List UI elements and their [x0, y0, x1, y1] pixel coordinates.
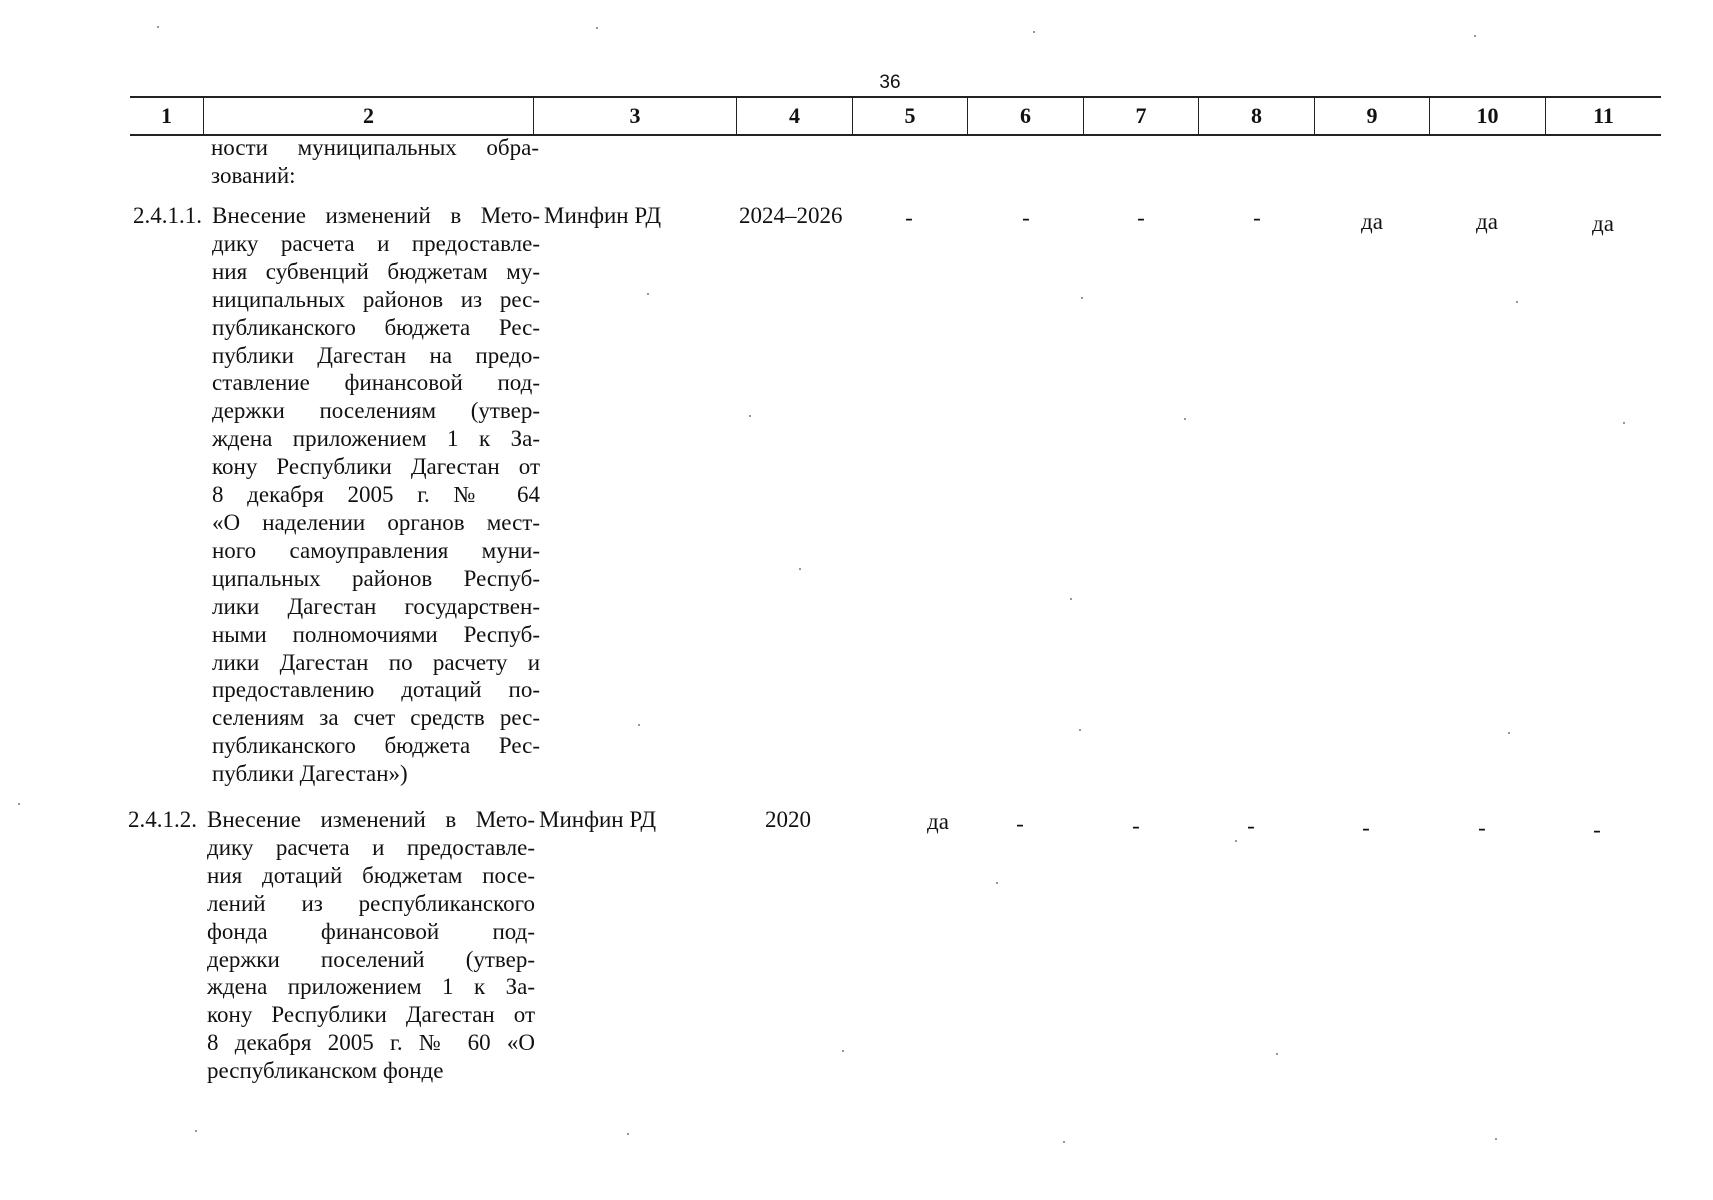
description-line: ждена приложением 1 к За- — [212, 426, 540, 452]
description-line: публиканского бюджета Рес- — [212, 733, 540, 759]
row-executor: Минфин РД — [544, 203, 662, 228]
scan-speck — [1184, 418, 1186, 420]
page-number: 36 — [879, 72, 901, 93]
description-line: ниципальных районов из рес- — [212, 286, 540, 312]
continuation-line: ности муниципальных обра- — [211, 135, 539, 160]
row-value-col8: - — [1253, 205, 1261, 230]
scan-speck — [195, 1130, 197, 1132]
row-value-col5: - — [905, 205, 913, 230]
row-description — [207, 806, 535, 1085]
description-line: ния дотаций бюджетам посе- — [207, 862, 535, 888]
header-cell-8: 8 — [1198, 98, 1314, 134]
row-executor: Минфин РД — [539, 807, 657, 832]
row-value-col11: да — [1592, 211, 1614, 236]
table-header-row — [130, 96, 1661, 136]
scan-speck — [647, 293, 649, 295]
header-cell-5: 5 — [852, 98, 967, 134]
row-value-col8: - — [1247, 813, 1255, 838]
row-value-col5: да — [927, 809, 949, 834]
description-line: селениям за счет средств рес- — [212, 705, 540, 731]
description-line: дику расчета и предоставле- — [207, 834, 535, 860]
scan-speck — [1495, 1138, 1497, 1140]
scan-speck — [1070, 598, 1072, 600]
row-value-col10: - — [1478, 815, 1486, 840]
row-description — [212, 202, 540, 788]
row-value-col7: - — [1137, 205, 1145, 230]
description-line: Внесение изменений в Мето- — [207, 807, 535, 832]
row-value-col6: - — [1022, 205, 1030, 230]
scan-speck — [1081, 297, 1083, 299]
description-line: ния субвенций бюджетам му- — [212, 258, 540, 284]
header-cell-6: 6 — [967, 98, 1083, 134]
description-line: фонда финансовой под- — [207, 918, 535, 944]
description-line: ного самоуправления муни- — [212, 537, 540, 563]
scan-speck — [1235, 840, 1237, 842]
description-line: держки поселений (утвер- — [207, 946, 535, 972]
row-value-col9: - — [1362, 815, 1370, 840]
row-value-col11: - — [1593, 817, 1601, 842]
header-cell-11: 11 — [1545, 98, 1661, 134]
description-line: 8 декабря 2005 г. № 60 «О — [207, 1030, 535, 1056]
row-value-col7: - — [1132, 813, 1140, 838]
row-period: 2020 — [765, 807, 811, 832]
description-line: лики Дагестан государствен- — [212, 593, 540, 619]
description-line: «О наделении органов мест- — [212, 509, 540, 535]
scan-speck — [596, 27, 598, 29]
row-number: 2.4.1.1. — [133, 203, 202, 228]
scan-speck — [1516, 301, 1518, 303]
row-number: 2.4.1.2. — [128, 807, 197, 832]
description-line: публики Дагестан на предо- — [212, 342, 540, 368]
header-cell-2: 2 — [203, 98, 533, 134]
scan-speck — [799, 568, 801, 570]
description-line: 8 декабря 2005 г. № 64 — [212, 482, 540, 508]
header-cell-1: 1 — [161, 103, 172, 128]
header-cell-10: 10 — [1429, 98, 1545, 134]
scan-speck — [1474, 35, 1476, 37]
description-line: публики Дагестан») — [212, 761, 408, 787]
scan-speck — [1508, 732, 1510, 734]
continuation-text — [211, 134, 539, 190]
scan-speck — [1063, 1141, 1065, 1143]
description-line: ными полномочиями Респуб- — [212, 621, 540, 647]
scan-speck — [627, 1133, 629, 1135]
header-cell-3: 3 — [533, 98, 736, 134]
description-line: дику расчета и предоставле- — [212, 230, 540, 256]
scan-speck — [1623, 422, 1625, 424]
scan-speck — [1079, 729, 1081, 731]
header-cell-4: 4 — [736, 98, 852, 134]
scan-speck — [1276, 1053, 1278, 1055]
scan-speck — [749, 415, 751, 417]
description-line: публиканского бюджета Рес- — [212, 314, 540, 340]
scan-speck — [157, 26, 159, 28]
scan-speck — [996, 882, 998, 884]
description-line: ждена приложением 1 к За- — [207, 974, 535, 1000]
description-line: лений из республиканского — [207, 890, 535, 916]
continuation-line: зований: — [211, 162, 296, 188]
description-line: кону Республики Дагестан от — [212, 454, 540, 480]
row-value-col9: да — [1361, 209, 1383, 234]
header-cell-7: 7 — [1083, 98, 1198, 134]
description-line: Внесение изменений в Мето- — [212, 203, 540, 228]
header-cell-9: 9 — [1314, 98, 1429, 134]
description-line: ципальных районов Респуб- — [212, 565, 540, 591]
description-line: ставление финансовой под- — [212, 370, 540, 396]
description-line: держки поселениям (утвер- — [212, 398, 540, 424]
scan-speck — [18, 803, 20, 805]
row-period: 2024–2026 — [739, 203, 843, 228]
scan-speck — [638, 724, 640, 726]
description-line: предоставлению дотаций по- — [212, 677, 540, 703]
description-line: республиканском фонде — [207, 1058, 444, 1084]
row-value-col10: да — [1476, 209, 1498, 234]
row-value-col6: - — [1016, 811, 1024, 836]
scan-speck — [1033, 31, 1035, 33]
description-line: кону Республики Дагестан от — [207, 1002, 535, 1028]
scan-speck — [842, 1050, 844, 1052]
description-line: лики Дагестан по расчету и — [212, 649, 540, 675]
